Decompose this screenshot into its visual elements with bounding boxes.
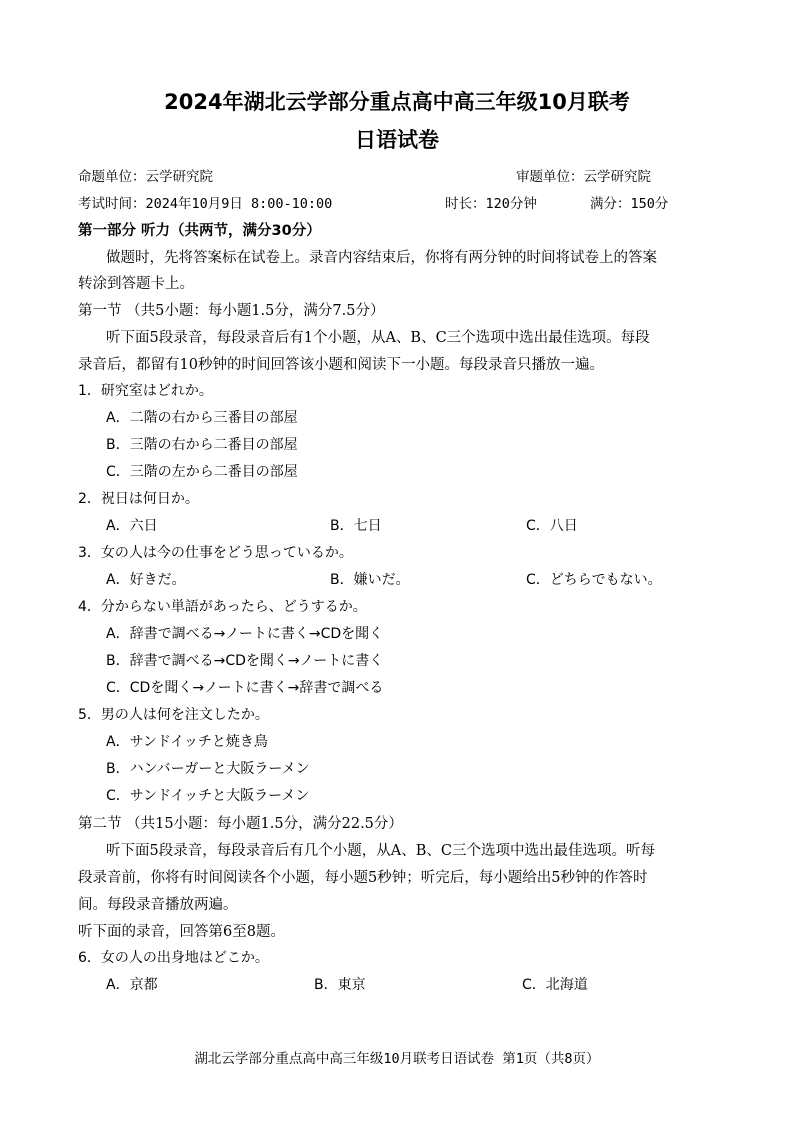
q6-option-c: C．北海道 — [522, 977, 588, 993]
q3-option-c: C．どちらでもない。 — [526, 572, 662, 588]
q3-option-b: B．嫌いだ。 — [330, 572, 410, 588]
q6-option-b: B．東京 — [314, 977, 366, 993]
exam-time: 考试时间：2024年10月9日 8:00-10:00 — [78, 196, 333, 212]
q4-option-b: B．辞書で調べる→CDを聞く→ノートに書く — [106, 653, 384, 669]
reviewer-label: 审题单位：云学研究院 — [516, 169, 651, 185]
page-footer: 湖北云学部分重点高中高三年级10月联考日语试卷 第1页（共8页） — [194, 1051, 600, 1067]
part1-heading: 第一部分 听力（共两节，满分30分） — [78, 223, 321, 239]
q1-option-a: A．二階の右から三番目の部屋 — [106, 410, 298, 426]
q5-stem: 5．男の人は何を注文したか。 — [78, 707, 269, 723]
q4-option-a: A．辞書で調べる→ノートに書く→CDを聞く — [106, 626, 384, 642]
q4-stem: 4．分からない単語があったら、どうするか。 — [78, 599, 367, 615]
q6-stem: 6．女の人の出身地はどこか。 — [78, 950, 269, 966]
q4-option-c: C．CDを聞く→ノートに書く→辞書で調べる — [106, 680, 384, 696]
part1-intro-line1: 做题时，先将答案标在试卷上。录音内容结束后，你将有两分钟的时间将试卷上的答案 — [106, 250, 657, 266]
q5-option-b: B．ハンバーガーと大阪ラーメン — [106, 761, 310, 777]
q3-option-a: A．好きだ。 — [106, 572, 186, 588]
q3-stem: 3．女の人は今の仕事をどう思っているか。 — [78, 545, 353, 561]
part1-intro-line2: 转涂到答题卡上。 — [78, 276, 194, 292]
section2-instruction-line2: 段录音前，你将有时间阅读各个小题，每小题5秒钟；听完后，每小题给出5秒钟的作答时 — [78, 870, 648, 886]
exam-subject: 日语试卷 — [355, 128, 439, 152]
section1-heading: 第一节 （共5小题：每小题1.5分，满分7.5分） — [78, 303, 385, 319]
section2-heading: 第二节 （共15小题：每小题1.5分，满分22.5分） — [78, 816, 403, 832]
q1-option-b: B．三階の右から二番目の部屋 — [106, 437, 298, 453]
q2-stem: 2．祝日は何日か。 — [78, 491, 199, 507]
q5-option-a: A．サンドイッチと焼き鳥 — [106, 734, 268, 750]
setter-label: 命题单位：云学研究院 — [78, 169, 213, 185]
q6-option-a: A．京都 — [106, 977, 158, 993]
q1-stem: 1．研究室はどれか。 — [78, 383, 213, 399]
q1-option-c: C．三階の左から二番目の部屋 — [106, 464, 298, 480]
section2-sub-instruction: 听下面的录音，回答第6至8题。 — [78, 924, 285, 940]
section2-instruction-line1: 听下面5段录音，每段录音后有几个小题，从A、B、C三个选项中选出最佳选项。听每 — [106, 843, 655, 859]
exam-duration: 时长：120分钟 — [445, 196, 537, 212]
section1-instruction-line2: 录音后，都留有10秒钟的时间回答该小题和阅读下一小题。每段录音只播放一遍。 — [78, 357, 604, 373]
section1-instruction-line1: 听下面5段录音，每段录音后有1个小题，从A、B、C三个选项中选出最佳选项。每段 — [106, 330, 650, 346]
q5-option-c: C．サンドイッチと大阪ラーメン — [106, 788, 310, 804]
exam-title: 2024年湖北云学部分重点高中高三年级10月联考 — [164, 90, 630, 114]
section2-instruction-line3: 间。每段录音播放两遍。 — [78, 897, 238, 913]
q2-option-a: A．六日 — [106, 518, 158, 534]
q2-option-c: C．八日 — [526, 518, 578, 534]
q2-option-b: B．七日 — [330, 518, 382, 534]
full-score: 满分：150分 — [590, 196, 669, 212]
